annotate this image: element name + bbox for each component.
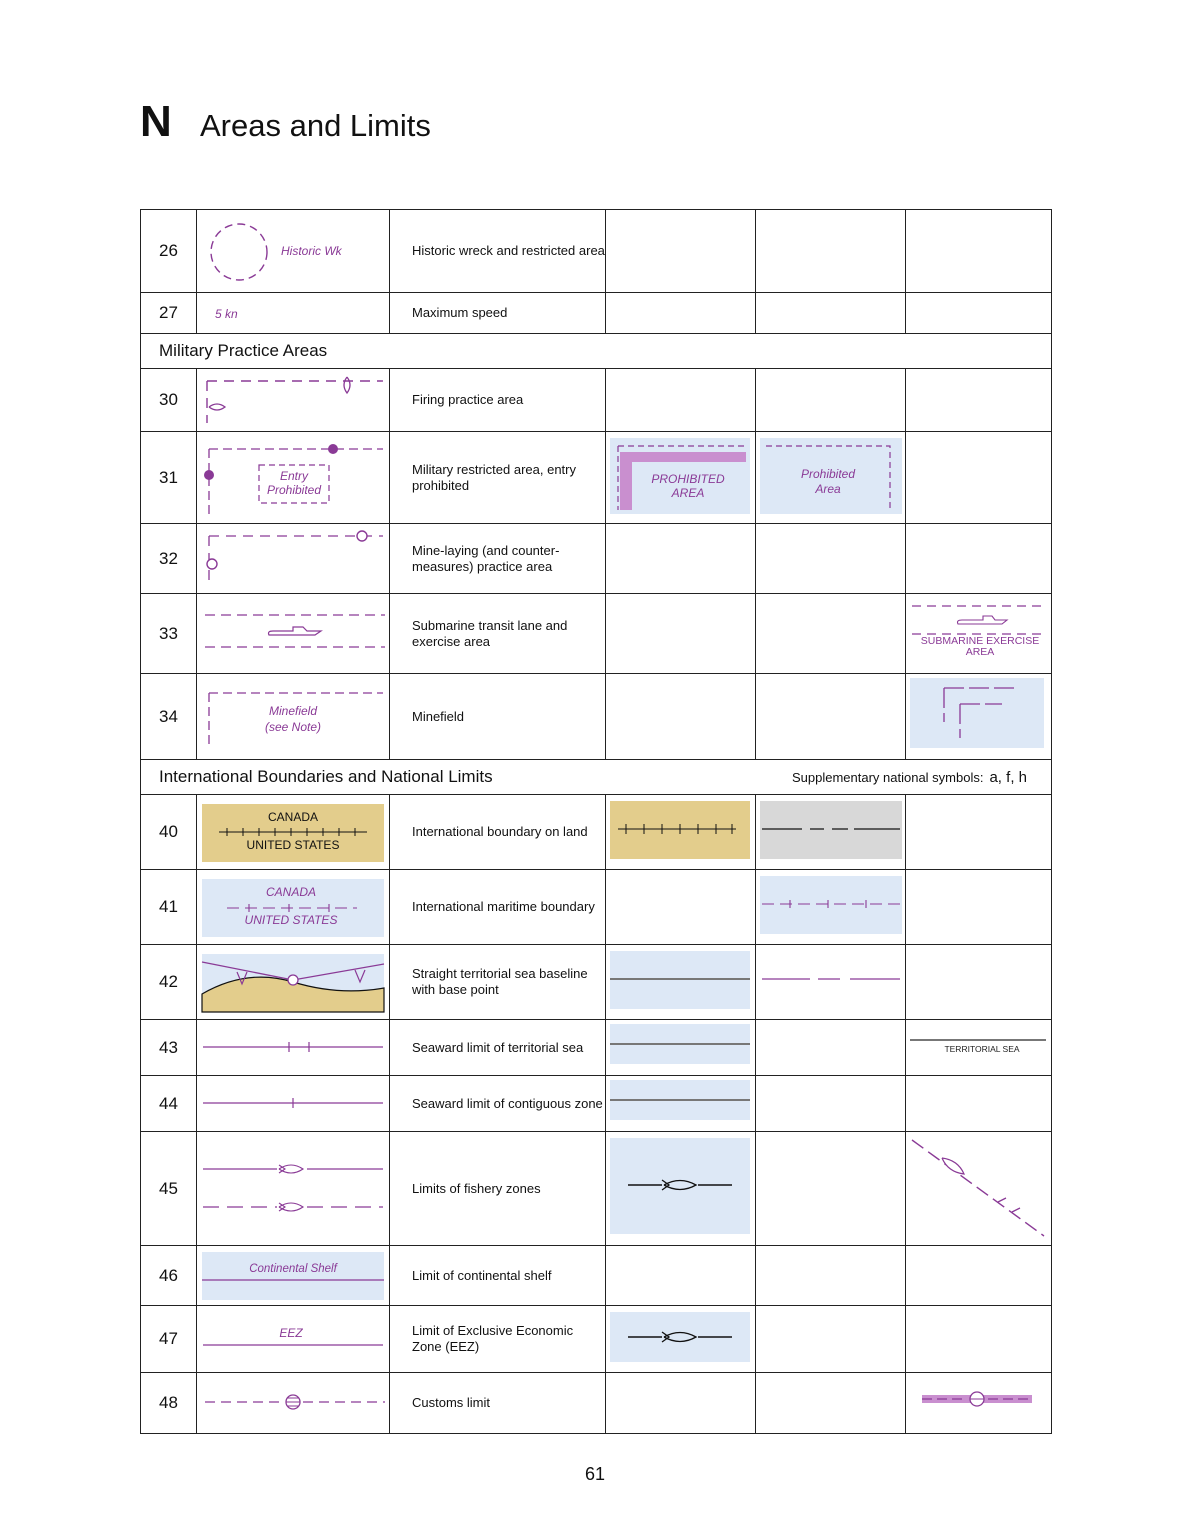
empty-cell — [756, 1373, 906, 1434]
symbol-label: Prohibited — [266, 482, 322, 497]
page-title: Areas and Limits — [200, 108, 431, 143]
example-cell — [756, 795, 906, 870]
description: International boundary on land — [390, 795, 606, 870]
example-cell — [606, 1132, 756, 1246]
chart-symbol — [197, 524, 390, 594]
minefield-symbol — [197, 677, 389, 757]
example-cell — [906, 1373, 1052, 1434]
empty-cell — [756, 594, 906, 674]
row-number: 44 — [141, 1076, 197, 1132]
example-label: Area — [815, 482, 841, 496]
row-number: 26 — [141, 210, 197, 293]
empty-cell — [756, 524, 906, 594]
chart-symbol — [197, 369, 390, 432]
row-number: 41 — [141, 870, 197, 945]
symbol-label: Continental Shelf — [249, 1263, 337, 1275]
symbol-label: UNITED STATES — [244, 912, 338, 927]
example-cell — [606, 1306, 756, 1373]
row-number: 33 — [141, 594, 197, 674]
submarine-exercise-example — [906, 594, 1052, 668]
mine-laying-symbol — [197, 524, 389, 593]
description: Military restricted area, entry prohibited — [390, 432, 606, 524]
page-number: 61 — [584, 1464, 606, 1484]
empty-cell — [756, 369, 906, 432]
description: Maximum speed — [390, 293, 606, 334]
section-letter: N — [140, 97, 172, 146]
chart-symbol — [197, 1373, 390, 1434]
table-row — [141, 369, 1052, 432]
empty-cell — [906, 870, 1052, 945]
table-row — [141, 945, 1052, 1020]
empty-cell — [756, 210, 906, 293]
example-cell — [906, 1020, 1052, 1076]
symbol-label: (see Note) — [264, 719, 322, 734]
example-label: SUBMARINE EXERCISE — [920, 635, 1040, 647]
empty-cell — [756, 1020, 906, 1076]
description: Firing practice area — [390, 369, 606, 432]
row-number: 40 — [141, 795, 197, 870]
maritime-boundary-symbol — [197, 873, 389, 942]
chart-symbol — [197, 674, 390, 760]
empty-cell — [756, 1132, 906, 1246]
fishery-zone-example — [606, 1132, 756, 1240]
empty-cell — [606, 1373, 756, 1434]
territorial-sea-symbol — [197, 1023, 389, 1073]
table-row — [141, 594, 1052, 674]
military-restricted-symbol — [197, 435, 389, 521]
baseline-symbol — [197, 948, 389, 1017]
symbol-label: EEZ — [279, 1325, 303, 1340]
section-heading-row — [141, 760, 1052, 795]
empty-cell — [756, 1306, 906, 1373]
maritime-boundary-example — [756, 870, 906, 939]
row-number: 31 — [141, 432, 197, 524]
description: Limit of Exclusive Economic Zone (EEZ) — [390, 1306, 606, 1373]
empty-cell — [906, 945, 1052, 1020]
supplementary-label: Supplementary national symbols: — [791, 770, 984, 785]
description: Mine-laying (and counter-measures) practice area — [390, 524, 606, 594]
chart-symbol — [197, 945, 390, 1020]
empty-cell — [606, 524, 756, 594]
example-cell — [606, 945, 756, 1020]
empty-cell — [906, 432, 1052, 524]
chart-symbol — [197, 1020, 390, 1076]
supplementary-value: a, f, h — [989, 769, 1027, 786]
symbol-label: CANADA — [267, 809, 319, 824]
example-cell — [756, 432, 906, 524]
row-number: 45 — [141, 1132, 197, 1246]
empty-cell — [756, 1076, 906, 1132]
description: Customs limit — [390, 1373, 606, 1434]
row-number: 46 — [141, 1246, 197, 1306]
example-cell — [606, 1076, 756, 1132]
section-heading: International Boundaries and National Limits — [159, 767, 493, 786]
land-boundary-example-alt — [756, 795, 906, 864]
submarine-transit-symbol — [197, 597, 389, 671]
max-speed-symbol — [197, 293, 389, 333]
prohibited-area-example — [606, 432, 756, 518]
section-heading-row — [141, 334, 1052, 369]
empty-cell — [606, 293, 756, 334]
chart-symbol — [197, 1306, 390, 1373]
fishery-zone-example-alt — [906, 1132, 1052, 1240]
eez-example — [606, 1306, 756, 1367]
table-row — [141, 1132, 1052, 1246]
chart-symbol — [197, 1132, 390, 1246]
symbol-label: CANADA — [265, 884, 317, 899]
empty-cell — [906, 1076, 1052, 1132]
row-number: 47 — [141, 1306, 197, 1373]
description: Straight territorial sea baseline with base point — [390, 945, 606, 1020]
table-row — [141, 524, 1052, 594]
empty-cell — [756, 1246, 906, 1306]
row-number: 43 — [141, 1020, 197, 1076]
row-number: 32 — [141, 524, 197, 594]
supplementary-note — [792, 769, 1027, 786]
empty-cell — [906, 293, 1052, 334]
symbols-table — [140, 209, 1052, 1434]
description: Seaward limit of contiguous zone — [390, 1076, 606, 1132]
chart-symbol — [197, 210, 390, 293]
continental-shelf-symbol — [197, 1246, 389, 1305]
symbol-label: Historic Wk — [281, 244, 342, 258]
territorial-sea-example — [606, 1020, 756, 1070]
land-boundary-example — [606, 795, 756, 864]
land-boundary-symbol — [197, 798, 389, 867]
example-label: PROHIBITED — [651, 472, 725, 486]
empty-cell — [906, 210, 1052, 293]
example-cell — [606, 1020, 756, 1076]
chart-symbol — [197, 870, 390, 945]
row-number: 34 — [141, 674, 197, 760]
chart-symbol — [197, 594, 390, 674]
table-row — [141, 1246, 1052, 1306]
example-label: TERRITORIAL SEA — [944, 1044, 1020, 1054]
symbol-label: UNITED STATES — [246, 837, 340, 852]
empty-cell — [606, 870, 756, 945]
table-row — [141, 432, 1052, 524]
empty-cell — [756, 674, 906, 760]
description: Historic wreck and restricted area — [390, 210, 606, 293]
baseline-example — [606, 945, 756, 1014]
empty-cell — [756, 293, 906, 334]
customs-limit-example — [906, 1373, 1052, 1428]
table-row — [141, 674, 1052, 760]
empty-cell — [606, 594, 756, 674]
empty-cell — [906, 1246, 1052, 1306]
symbol-label: 5 kn — [215, 307, 238, 321]
row-number: 27 — [141, 293, 197, 334]
row-number: 48 — [141, 1373, 197, 1434]
table-row — [141, 293, 1052, 334]
example-cell — [906, 674, 1052, 760]
example-label: AREA — [671, 486, 705, 500]
description: Submarine transit lane and exercise area — [390, 594, 606, 674]
empty-cell — [906, 1306, 1052, 1373]
description: Limit of continental shelf — [390, 1246, 606, 1306]
symbol-label: Minefield — [268, 703, 318, 718]
empty-cell — [606, 210, 756, 293]
chart-symbol — [197, 795, 390, 870]
firing-practice-symbol — [197, 369, 389, 431]
empty-cell — [606, 369, 756, 432]
chart-symbol — [197, 1076, 390, 1132]
table-row — [141, 1020, 1052, 1076]
example-label: Prohibited — [800, 467, 856, 481]
row-number: 30 — [141, 369, 197, 432]
baseline-example-alt — [756, 945, 906, 1014]
example-cell — [606, 432, 756, 524]
table-row — [141, 1076, 1052, 1132]
fishery-zone-symbol — [197, 1135, 389, 1243]
description: Seaward limit of territorial sea — [390, 1020, 606, 1076]
chart-symbol — [197, 293, 390, 334]
empty-cell — [906, 524, 1052, 594]
example-label: AREA — [965, 646, 995, 658]
historic-wreck-symbol — [197, 210, 389, 292]
empty-cell — [906, 369, 1052, 432]
example-cell — [756, 945, 906, 1020]
section-heading-cell — [141, 760, 1052, 795]
description: Minefield — [390, 674, 606, 760]
table-row — [141, 210, 1052, 293]
table-row — [141, 795, 1052, 870]
example-cell — [906, 594, 1052, 674]
example-cell — [906, 1132, 1052, 1246]
empty-cell — [906, 795, 1052, 870]
example-cell — [606, 795, 756, 870]
table-row — [141, 1373, 1052, 1434]
description: International maritime boundary — [390, 870, 606, 945]
chart-symbol — [197, 1246, 390, 1306]
eez-symbol — [197, 1309, 389, 1370]
row-number: 42 — [141, 945, 197, 1020]
minefield-example — [906, 674, 1052, 754]
example-cell — [756, 870, 906, 945]
chart-symbol — [197, 432, 390, 524]
contiguous-zone-example — [606, 1076, 756, 1126]
territorial-sea-example-alt — [906, 1020, 1052, 1070]
table-row — [141, 1306, 1052, 1373]
contiguous-zone-symbol — [197, 1079, 389, 1129]
empty-cell — [606, 674, 756, 760]
symbol-label: Entry — [279, 468, 309, 483]
section-heading: Military Practice Areas — [141, 334, 1052, 369]
description: Limits of fishery zones — [390, 1132, 606, 1246]
empty-cell — [606, 1246, 756, 1306]
customs-limit-symbol — [197, 1376, 389, 1431]
table-row — [141, 870, 1052, 945]
prohibited-area-example-alt — [756, 432, 906, 518]
